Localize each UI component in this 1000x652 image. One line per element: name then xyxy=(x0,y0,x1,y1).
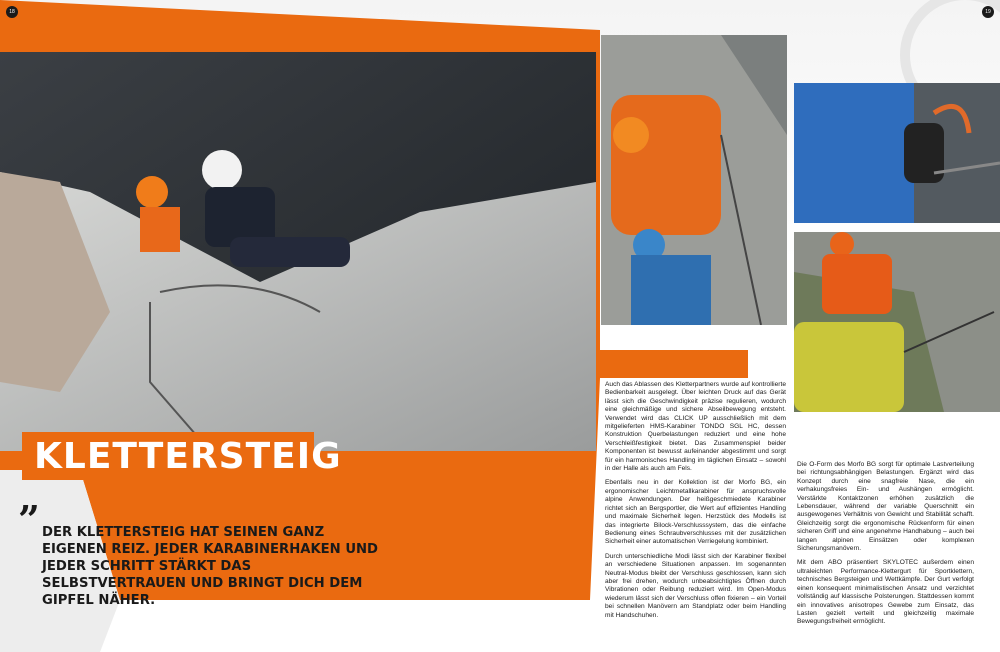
photo-carabiner-closeup xyxy=(794,83,1000,223)
page-number-right: 19 xyxy=(982,6,994,18)
page-number-left: 18 xyxy=(6,6,18,18)
quote-mark: ” xyxy=(18,497,40,542)
text-column-right xyxy=(797,461,974,633)
photo-climbers-ridge xyxy=(794,232,1000,412)
paragraph: Auch das Ablassen des Kletterpartners wurde auf kontrollierte Bedienbarkeit ausgelegt. Über leichten Druck auf das Gerät lässt sich die Geschwindigkeit präzise regulieren, wodurch eine gleichmäßige und sichere Abseilbewegung entsteht. Verwendet wird das CLICK UP ausschließlich mit dem mitgelieferten HMS-Karabiner TONDO SGL HC, dessen Konstruktion Querbelastungen reduziert und eine hohe Verschleißfestigkeit bietet. Das Zusammenspiel beider Komponenten ist bewusst aufeinander abgestimmt und sorgt für ein harmonisches Handling im täglichen Einsatz – sowohl in der Halle als auch am Fels. xyxy=(605,381,786,473)
text-column-middle xyxy=(605,381,786,626)
paragraph: Mit dem ABO präsentiert SKYLOTEC außerdem einen ultraleichten Performance-Klettergurt für Sportklettern, technisches Bergsteigen und Wettkämpfe. Der Gurt verfolgt einen konsequent minimalistischen Ansatz und verzichtet vollständig auf klassische Polsterungen. Stattdessen kommt ein innovatives anisotropes Gewebe zum Einsatz, das Lasten gezielt verteilt und gleichzeitig maximale Bewegungsfreiheit ermöglicht. xyxy=(797,559,974,626)
main-climbing-photo xyxy=(0,52,596,451)
paragraph: Durch unterschiedliche Modi lässt sich der Karabiner flexibel an verschiedene Situationen anpassen. Im sogenannten Neutral-Modus bleibt der Verschluss geschlossen, kann sich aber frei drehen, wodurch unbeabsichtigtes Öffnen durch Vibrationen oder Reibung reduziert wird. Im Open-Modus wiederum lässt sich der Verschluss offen fixieren – ein Vorteil bei schnellen Manövern am Standplatz oder beim Handling mit Handschuhen. xyxy=(605,552,786,619)
paragraph: Die O-Form des Morfo BG sorgt für optimale Lastverteilung bei richtungsabhängigen Belastungen. Ergänzt wird das Konzept durch eine snagfreie Nase, die ein verhakungsfreies Ein- und Aushängen ermöglicht. Verstärkte Kontaktzonen erhöhen zusätzlich die Lebensdauer, während der variable Querschnitt ein ausgewogenes Verhältnis von Gewicht und Stabilität schafft. Gleichzeitig sorgt die ergonomische Rückenform für einen sicheren Griff und eine angenehme Handhabung – auch bei langen alpinen Einsätzen oder komplexen Sicherungsmanövern. xyxy=(797,461,974,553)
paragraph: Ebenfalls neu in der Kollektion ist der Morfo BG, ein ergonomischer Leichtmetallkarabiner für anspruchsvolle alpine Anwendungen. Der heißgeschmiedete Karabiner richtet sich an Bergsportler, die Wert auf effizientes Handling und maximale Sicherheit legen. Herzstück des Modells ist das integrierte Bilock-Verschlusssystem, das die einfache Bedienung eines Schraubverschlusses mit der zusätzlichen Sicherheit einer automatischen Verriegelung kombiniert. xyxy=(605,479,786,546)
page-title: KLETTERSTEIG xyxy=(34,436,342,477)
pull-quote: DER KLETTERSTEIG HAT SEINEN GANZ EIGENEN REIZ. JEDER KARABINERHAKEN UND JEDER SCHRITT STÄRKT DAS SELBSTVERTRAUEN UND BRINGT DICH DEM GIPFEL NÄHER. xyxy=(42,525,379,608)
photo-climbers-orange-jacket xyxy=(601,35,787,325)
